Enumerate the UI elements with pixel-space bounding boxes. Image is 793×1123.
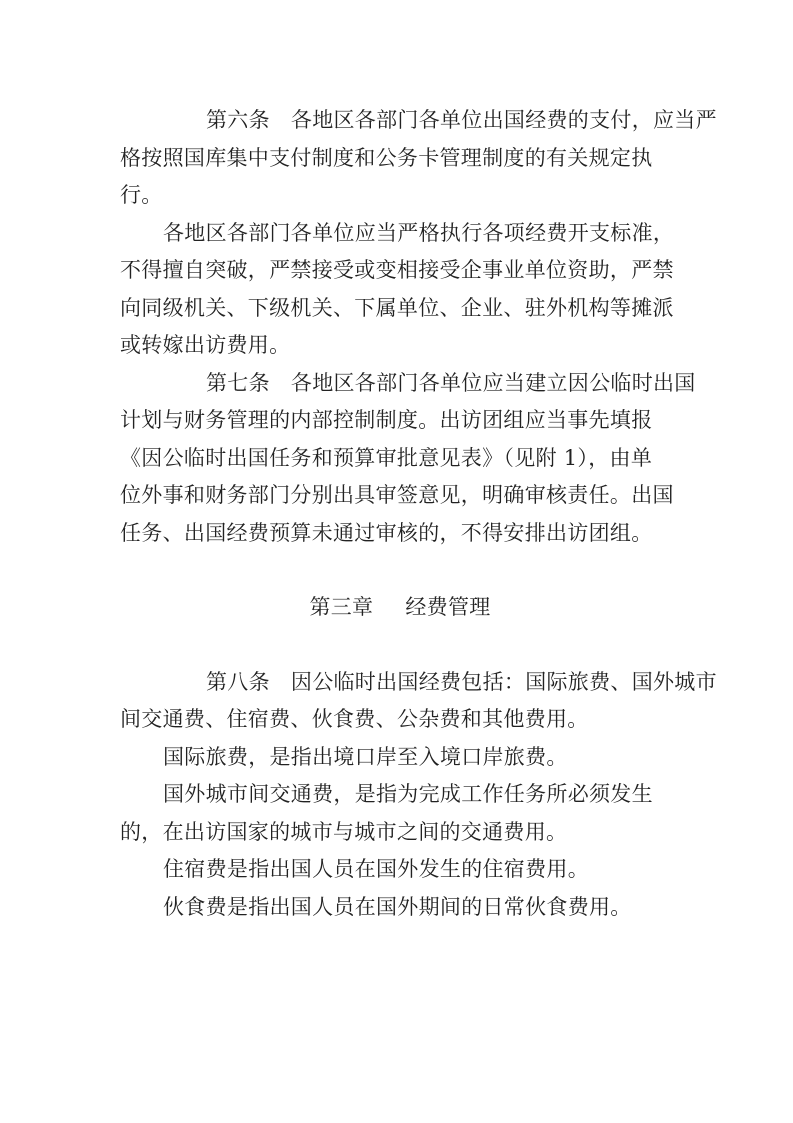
chapter-heading	[120, 589, 680, 627]
text-line: 或转嫁出访费用。	[120, 333, 291, 357]
article-6-paragraph	[120, 102, 717, 215]
text-line: 不得擅自突破，严禁接受或变相接受企事业单位资助，严禁	[120, 258, 674, 282]
article-number: 第六条	[206, 108, 270, 132]
text-line: 各地区各部门各单位应当建立因公临时出国	[290, 370, 696, 395]
article-7-paragraph	[120, 365, 696, 553]
text-line: 住宿费是指出国人员在国外发生的住宿费用。	[163, 857, 589, 881]
article-8-paragraph-4	[120, 851, 680, 889]
text-line: 位外事和财务部门分别出具审签意见，明确审核责任。出国	[120, 483, 674, 507]
text-line: 向同级机关、下级机关、下属单位、企业、驻外机构等摊派	[120, 295, 674, 320]
text-line: 国际旅费，是指出境口岸至入境口岸旅费。	[163, 744, 568, 769]
document-page	[120, 102, 717, 926]
article-number: 第七条	[206, 370, 270, 395]
text-line: 各地区各部门各单位应当严格执行各项经费开支标准，	[163, 220, 675, 245]
text-line: 国外城市间交通费，是指为完成工作任务所必须发生	[163, 782, 653, 806]
text-line: 任务、出国经费预算未通过审核的，不得安排出访团组。	[120, 520, 653, 545]
chapter-title: 经费管理	[405, 595, 491, 619]
chapter-number: 第三章	[309, 595, 374, 619]
text-line: 伙食费是指出国人员在国外期间的日常伙食费用。	[163, 894, 632, 919]
text-line: 行。	[120, 183, 163, 207]
text-line: 间交通费、住宿费、伙食费、公杂费和其他费用。	[120, 707, 589, 731]
text-line: 计划与财务管理的内部控制制度。出访团组应当事先填报	[120, 408, 653, 432]
article-8-paragraph-5	[120, 889, 680, 927]
text-line: 《因公临时出国任务和预算审批意见表》（见附 1），由单	[120, 445, 653, 470]
text-line: 因公临时出国经费包括：国际旅费、国外城市	[290, 669, 717, 694]
text-line: 的，在出访国家的城市与城市之间的交通费用。	[120, 819, 568, 844]
article-8-paragraph	[120, 664, 717, 739]
article-number: 第八条	[206, 669, 270, 694]
article-6-paragraph-2	[120, 215, 680, 365]
text-line: 各地区各部门各单位出国经费的支付，应当严	[290, 108, 717, 132]
article-8-paragraph-2	[120, 739, 680, 777]
article-8-paragraph-3	[120, 776, 680, 851]
text-line: 格按照国库集中支付制度和公务卡管理制度的有关规定执	[120, 145, 653, 170]
